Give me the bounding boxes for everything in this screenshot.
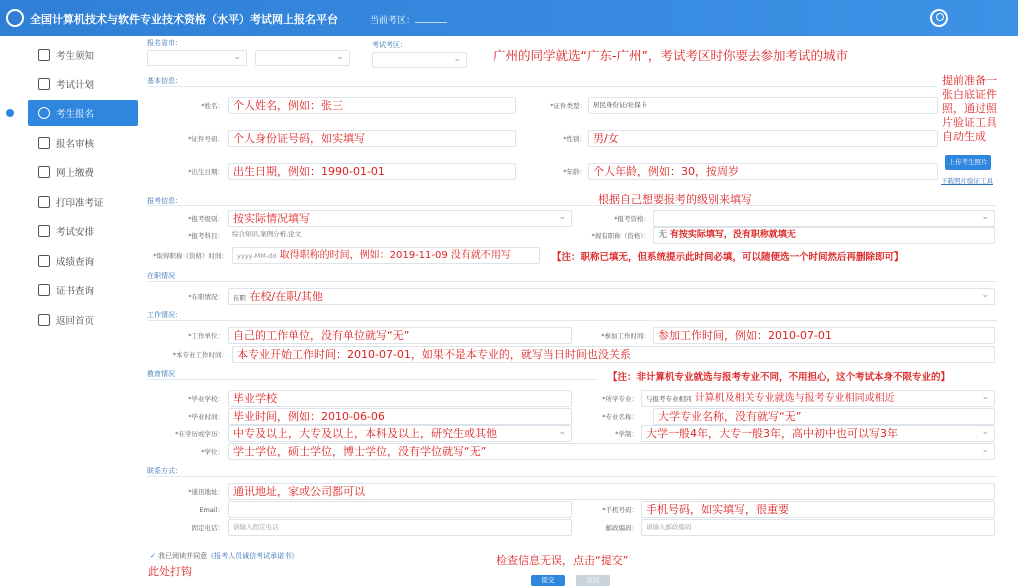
exam-area-select[interactable] xyxy=(372,52,467,68)
sidebar-item-register[interactable]: 考生报名 xyxy=(28,100,138,126)
title-time-field[interactable]: yyyy-MM-dd 取得职称的时间，例如：2019-11-09 没有就不用写 xyxy=(232,247,540,264)
name-field[interactable]: 个人姓名，例如：张三 xyxy=(228,97,516,114)
edu-title: 教育情况 xyxy=(147,370,175,378)
education-label: *在学历或学历： xyxy=(175,430,224,438)
zip-label: 邮政编码： xyxy=(605,524,638,532)
subject-value: 综合知识,案例分析,论文 xyxy=(228,227,572,243)
clock-icon xyxy=(38,78,50,90)
address-label: *通讯地址： xyxy=(188,488,224,496)
birth-date-field[interactable]: 出生日期，例如：1990-01-01 xyxy=(228,163,516,180)
document-icon xyxy=(38,137,50,149)
certificate-icon xyxy=(38,284,50,296)
major-type-label: *所学专业： xyxy=(602,395,638,403)
exam-info-title: 报考信息： xyxy=(147,197,182,205)
title-hint: 有按实际填写，没有职称就填无 xyxy=(669,230,796,240)
level-label: *报考级别： xyxy=(188,215,224,223)
edu-note: 【注：非计算机专业就选与报考专业不同，不用担心，这个考试本身不限专业的】 xyxy=(608,372,951,383)
id-number-field[interactable]: 个人身份证号码，如实填写 xyxy=(228,130,516,147)
agreement-link[interactable]: 《报考人员诚信考试承诺书》 xyxy=(207,552,299,560)
submit-hint: 检查信息无误，点击“提交” xyxy=(496,554,629,567)
grad-time-label: *毕业时间： xyxy=(188,413,224,421)
id-type-select[interactable]: 居民身份证/社保卡 xyxy=(588,97,938,114)
divider xyxy=(147,379,597,380)
birth-date-label: *出生日期： xyxy=(188,168,224,176)
divider xyxy=(147,320,997,321)
sidebar-item-payment[interactable]: 网上缴费 xyxy=(28,159,138,185)
province-select[interactable] xyxy=(147,50,247,66)
major-name-label: *专业名称： xyxy=(602,413,638,421)
home-icon xyxy=(38,314,50,326)
degree-label: *学位： xyxy=(201,448,224,456)
monitor-icon xyxy=(38,166,50,178)
sidebar-item-schedule[interactable]: 考试安排 xyxy=(28,218,138,244)
school-label: *毕业学校： xyxy=(188,395,224,403)
study-years-label: *学制： xyxy=(615,430,638,438)
sidebar-item-home[interactable]: 返回首页 xyxy=(28,307,138,333)
major-work-start-field[interactable]: 本专业开始工作时间：2010-07-01，如果不是本专业的，就写当日时间也没关系 xyxy=(232,346,995,363)
current-title-label: *现有职称（资格）： xyxy=(591,232,650,240)
sidebar-item-scores[interactable]: 成绩查询 xyxy=(28,248,138,274)
submit-button[interactable]: 提交 xyxy=(531,575,565,586)
divider xyxy=(147,281,997,282)
id-number-label: *证件号码： xyxy=(188,135,224,143)
check-hint: 此处打钩 xyxy=(148,565,192,578)
title-time-note: 【注：职称已填无，但系统提示此时间必填，可以随便选一个时间然后再删除即可】 xyxy=(552,252,904,263)
tel-field[interactable]: 请输入固定电话 xyxy=(228,519,572,536)
current-area-label: 当前考区： xyxy=(370,16,416,26)
divider xyxy=(147,205,997,206)
notice-icon xyxy=(38,49,50,61)
printer-icon xyxy=(38,196,50,208)
qualification-label: *报考资格： xyxy=(614,215,650,223)
basic-info-title: 基本信息： xyxy=(147,77,182,85)
search-icon xyxy=(38,255,50,267)
calendar-icon xyxy=(38,225,50,237)
user-icon[interactable] xyxy=(930,9,948,27)
photo-hint: 提前准备一张白底证件照，通过照片验证工具自动生成 xyxy=(942,74,997,143)
back-button[interactable]: 返回 xyxy=(576,575,610,586)
id-type-label: *证件类型： xyxy=(550,102,586,110)
major-type-select[interactable]: 与报考专业相同 计算机及相关专业就选与报考专业相同或相近 ⌄ xyxy=(641,390,995,407)
top-hint: 广州的同学就选“广东-广州”，考试考区时你要去参加考试的城市 xyxy=(493,48,848,63)
sidebar-item-review[interactable]: 报名审核 xyxy=(28,130,138,156)
grad-time-field[interactable]: 毕业时间，例如：2010-06-06 xyxy=(228,408,572,425)
current-title-field[interactable]: 无 有按实际填写，没有职称就填无 xyxy=(653,227,995,244)
education-select[interactable]: 中专及以上，大专及以上，本科及以上，研究生或其他 ⌄ xyxy=(228,425,572,442)
age-field[interactable]: 个人年龄，例如：30，按周岁 xyxy=(588,163,938,180)
current-area-value xyxy=(415,11,447,23)
phone-label: *手机号码： xyxy=(602,506,638,514)
email-field[interactable] xyxy=(228,501,572,518)
contact-title: 联系方式： xyxy=(147,467,182,475)
zip-field[interactable]: 请输入邮政编码 xyxy=(641,519,995,536)
agree-row: ✓ 我已阅读并同意《报考人员诚信考试承诺书》 xyxy=(150,552,299,560)
check-icon[interactable]: ✓ xyxy=(150,552,156,560)
active-indicator-dot xyxy=(6,109,14,117)
work-start-label: *参加工作时间： xyxy=(601,332,650,340)
logo-icon xyxy=(6,9,24,27)
tel-label: 固定电话： xyxy=(191,524,224,532)
sidebar-item-print[interactable]: 打印准考证 xyxy=(28,189,138,215)
name-label: *姓名： xyxy=(201,102,224,110)
work-unit-field[interactable]: 自己的工作单位，没有单位就写“无” xyxy=(228,327,572,344)
status-label: *在职情况： xyxy=(188,293,224,301)
city-select[interactable] xyxy=(255,50,350,66)
clock-icon xyxy=(38,107,50,119)
sidebar-item-certificate[interactable]: 证书查询 xyxy=(28,277,138,303)
top-bar xyxy=(0,0,1018,36)
work-unit-label: *工作单位： xyxy=(188,332,224,340)
major-name-field[interactable]: 大学专业名称，没有就写“无” xyxy=(653,408,995,425)
qualification-select[interactable] xyxy=(653,210,995,227)
email-label: Email： xyxy=(199,506,224,514)
work-title: 工作情况： xyxy=(147,311,182,319)
status-title: 在职情况 xyxy=(147,272,175,280)
sidebar-item-plan[interactable]: 考试计划 xyxy=(28,71,138,97)
school-field[interactable]: 毕业学校 xyxy=(228,390,572,407)
title-time-label: *取得职称（资格）时间： xyxy=(153,252,228,260)
subject-label: *报考科目： xyxy=(188,232,224,240)
exam-area-label: 考试考区： xyxy=(372,41,407,49)
work-start-field[interactable]: 参加工作时间，例如：2010-07-01 xyxy=(653,327,995,344)
status-select[interactable]: 在职 在校/在职/其他 ⌄ xyxy=(228,288,995,305)
degree-select[interactable]: 学士学位，硕士学位，博士学位，没有学位就写“无” ⌄ xyxy=(228,443,995,460)
gender-label: *性别： xyxy=(563,135,586,143)
gender-select[interactable]: 男/女 xyxy=(588,130,938,147)
divider xyxy=(147,86,937,87)
study-years-select[interactable]: 大学一般4年，大专一般3年，高中初中也可以写3年 ⌄ xyxy=(641,425,995,442)
download-tool-link[interactable]: 下载照片验证工具 xyxy=(941,177,993,185)
divider xyxy=(147,476,997,477)
reg-place-label: 报名省市： xyxy=(147,39,182,47)
title-time-placeholder: yyyy-MM-dd xyxy=(237,252,277,260)
major-work-start-label: *本专业工作时间： xyxy=(172,351,228,359)
upload-photo-button[interactable]: 上传考生照片 xyxy=(945,155,991,170)
age-label: *年龄： xyxy=(563,168,586,176)
level-select[interactable]: 按实际情况填写 ⌄ xyxy=(228,210,572,227)
sidebar-item-notice[interactable]: 考生须知 xyxy=(28,42,138,68)
exam-hint: 根据自己想要报考的级别来填写 xyxy=(598,193,752,206)
app-title: 全国计算机技术与软件专业技术资格（水平）考试网上报名平台 xyxy=(30,13,338,26)
phone-field[interactable]: 手机号码，如实填写，很重要 xyxy=(641,501,995,518)
address-field[interactable]: 通讯地址，家或公司都可以 xyxy=(228,483,995,500)
